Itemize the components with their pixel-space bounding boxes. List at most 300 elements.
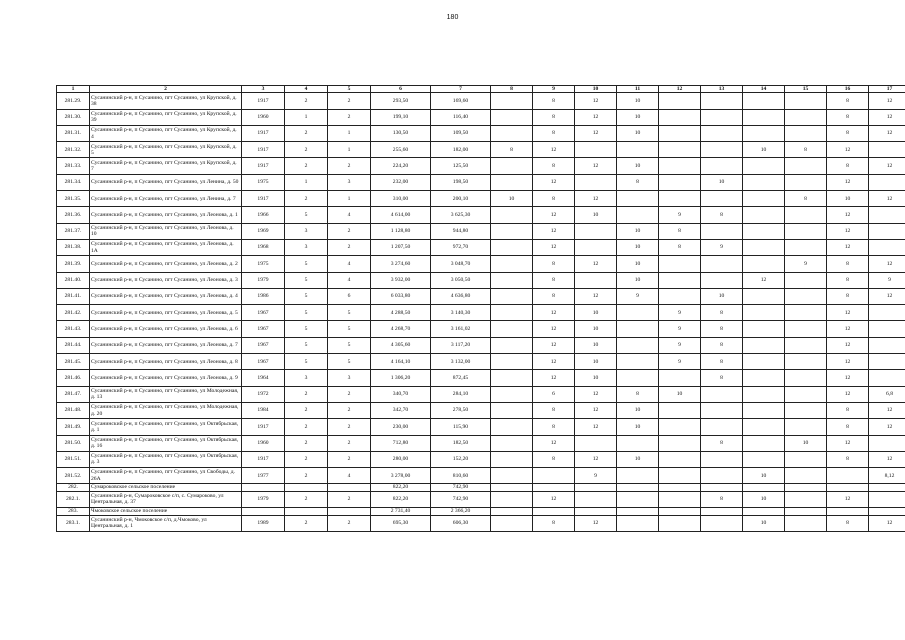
table-cell: [785, 109, 827, 125]
table-cell: 10: [617, 239, 659, 255]
table-cell: [659, 419, 701, 435]
table-cell: [617, 468, 659, 484]
table-cell: [285, 484, 328, 491]
table-cell: 1968: [242, 239, 285, 255]
table-cell: 1960: [242, 435, 285, 451]
row-number: 281.45.: [57, 354, 90, 370]
table-cell: 8: [533, 125, 575, 141]
table-cell: [869, 223, 905, 239]
table-cell: 8: [827, 109, 869, 125]
table-cell: [575, 491, 617, 507]
table-cell: 9: [575, 468, 617, 484]
table-cell: [869, 207, 905, 223]
table-cell: 9: [659, 207, 701, 223]
table-cell: 8: [785, 142, 827, 158]
table-cell: 2: [285, 491, 328, 507]
table-cell: [659, 484, 701, 491]
table-cell: [743, 321, 785, 337]
table-row: [57, 386, 905, 402]
table-cell: 12: [575, 93, 617, 109]
table-cell: [617, 508, 659, 515]
table-cell: 8: [533, 419, 575, 435]
address-cell: Сусанинский р-н, п Сусанино, пгт Сусанино, ул Леонова, д. 1А: [90, 239, 242, 255]
table-cell: 8: [701, 370, 743, 386]
address-cell: Сумароковское сельское поселение: [90, 484, 242, 491]
table-cell: 12: [869, 451, 905, 467]
table-cell: 10: [617, 272, 659, 288]
table-cell: [491, 158, 533, 174]
table-cell: 12: [827, 223, 869, 239]
table-cell: 12: [869, 402, 905, 418]
table-cell: 12: [827, 491, 869, 507]
table-cell: 116,40: [431, 109, 491, 125]
table-cell: 8: [533, 402, 575, 418]
table-cell: 10: [575, 207, 617, 223]
table-cell: 12: [575, 515, 617, 531]
table-cell: 9: [869, 272, 905, 288]
table-cell: [617, 191, 659, 207]
table-cell: 8: [533, 272, 575, 288]
table-cell: 1917: [242, 451, 285, 467]
data-table: [56, 85, 905, 532]
address-cell: Сусанинский р-н, п Сусанино, пгт Сусанино, ул Леонова, д. 1: [90, 207, 242, 223]
table-cell: 12: [575, 419, 617, 435]
table-cell: 8: [659, 223, 701, 239]
table-cell: [575, 174, 617, 190]
table-cell: [869, 491, 905, 507]
table-cell: 1967: [242, 305, 285, 321]
table-cell: 8: [701, 354, 743, 370]
table-cell: 1960: [242, 109, 285, 125]
table-cell: [491, 125, 533, 141]
table-cell: [659, 435, 701, 451]
table-cell: 2: [328, 402, 371, 418]
table-cell: [701, 109, 743, 125]
table-cell: [491, 508, 533, 515]
table-cell: 1967: [242, 354, 285, 370]
table-cell: 2 731,40: [371, 508, 431, 515]
table-cell: [491, 305, 533, 321]
address-cell: Сусанинский р-н, п Сусанино, пгт Сусанино, ул Леонова, д. 7: [90, 337, 242, 353]
table-cell: 12: [575, 256, 617, 272]
table-cell: [785, 370, 827, 386]
table-cell: 10: [617, 256, 659, 272]
table-cell: 8: [827, 125, 869, 141]
table-cell: 340,70: [371, 386, 431, 402]
table-cell: [617, 435, 659, 451]
table-row: [57, 174, 905, 190]
table-cell: 12: [827, 386, 869, 402]
row-number: 282.1.: [57, 491, 90, 507]
table-cell: [285, 508, 328, 515]
column-header-2: 2: [90, 86, 242, 93]
table-cell: [659, 191, 701, 207]
table-cell: 2: [285, 142, 328, 158]
table-cell: 8: [533, 191, 575, 207]
table-cell: 10: [785, 435, 827, 451]
table-cell: 10: [659, 386, 701, 402]
table-cell: 12: [869, 125, 905, 141]
table-cell: 12: [533, 321, 575, 337]
table-cell: 3 117,20: [431, 337, 491, 353]
table-cell: [533, 484, 575, 491]
table-cell: 2: [285, 158, 328, 174]
table-cell: [491, 337, 533, 353]
table-cell: 2: [285, 386, 328, 402]
table-cell: 10: [617, 93, 659, 109]
table-cell: 5: [328, 354, 371, 370]
table-cell: [785, 515, 827, 531]
table-cell: [743, 508, 785, 515]
table-cell: [617, 515, 659, 531]
table-cell: 1979: [242, 272, 285, 288]
table-cell: 3 050,50: [431, 272, 491, 288]
table-row: [57, 109, 905, 125]
address-cell: Сусанинский р-н, п Сусанино, пгт Сусанино, ул Леонова, д. 5: [90, 305, 242, 321]
table-cell: 255,60: [371, 142, 431, 158]
table-cell: 5: [285, 305, 328, 321]
table-cell: 224,20: [371, 158, 431, 174]
table-row: [57, 305, 905, 321]
column-header-12: 12: [659, 86, 701, 93]
table-cell: 10: [575, 370, 617, 386]
table-cell: 1917: [242, 142, 285, 158]
table-row: [57, 515, 905, 531]
address-cell: Сусанинский р-н, п Сусанино, пгт Сусанино, ул Крупской, д. 5: [90, 142, 242, 158]
table-cell: 8: [533, 109, 575, 125]
table-cell: 5: [285, 207, 328, 223]
table-cell: [491, 402, 533, 418]
table-cell: [827, 508, 869, 515]
table-row: [57, 207, 905, 223]
table-cell: [659, 370, 701, 386]
table-cell: 12: [533, 239, 575, 255]
address-cell: Сусанинский р-н, п Сусанино, пгт Сусанино, ул Леонова, д. 9: [90, 370, 242, 386]
table-cell: 2: [328, 386, 371, 402]
row-number: 283.: [57, 508, 90, 515]
table-cell: [617, 142, 659, 158]
table-cell: [659, 508, 701, 515]
table-cell: 8: [533, 288, 575, 304]
table-cell: [701, 256, 743, 272]
table-cell: 742,90: [431, 491, 491, 507]
table-cell: 8: [827, 402, 869, 418]
table-cell: 2: [328, 93, 371, 109]
table-cell: 1977: [242, 468, 285, 484]
table-cell: 2 366,20: [431, 508, 491, 515]
table-cell: [743, 174, 785, 190]
table-cell: [491, 515, 533, 531]
table-cell: 3 132,00: [431, 354, 491, 370]
address-cell: Сусанинский р-н, п Сусанино, пгт Сусанино, ул Октябрьская, д. 1: [90, 419, 242, 435]
table-cell: [701, 223, 743, 239]
table-cell: 3: [285, 370, 328, 386]
table-cell: 12: [575, 386, 617, 402]
row-number: 281.42.: [57, 305, 90, 321]
table-cell: 6 033,80: [371, 288, 431, 304]
address-cell: Сусанинский р-н, п Сусанино, пгт Сусанино, ул Леонова, д. 8: [90, 354, 242, 370]
table-cell: 10: [743, 515, 785, 531]
table-cell: 199,10: [371, 109, 431, 125]
table-cell: 1917: [242, 93, 285, 109]
row-number: 281.34.: [57, 174, 90, 190]
table-row: [57, 93, 905, 109]
row-number: 281.41.: [57, 288, 90, 304]
table-cell: 10: [617, 158, 659, 174]
table-cell: [659, 451, 701, 467]
table-cell: 1917: [242, 125, 285, 141]
table-cell: 12: [869, 288, 905, 304]
table-cell: 695,30: [371, 515, 431, 531]
table-cell: [533, 508, 575, 515]
table-row: [57, 508, 905, 515]
row-number: 281.46.: [57, 370, 90, 386]
table-cell: 3: [285, 223, 328, 239]
table-cell: 1975: [242, 256, 285, 272]
table-cell: 4 636,80: [431, 288, 491, 304]
table-cell: 742,90: [431, 484, 491, 491]
table-row: [57, 484, 905, 491]
row-number: 281.50.: [57, 435, 90, 451]
table-cell: [701, 402, 743, 418]
table-cell: [743, 305, 785, 321]
table-cell: [785, 174, 827, 190]
table-row: [57, 402, 905, 418]
table-cell: 8: [701, 321, 743, 337]
table-cell: 169,60: [431, 93, 491, 109]
table-cell: 2: [285, 402, 328, 418]
table-row: [57, 419, 905, 435]
table-cell: [701, 158, 743, 174]
table-cell: [491, 174, 533, 190]
row-number: 281.48.: [57, 402, 90, 418]
table-cell: [491, 256, 533, 272]
table-cell: 8: [491, 142, 533, 158]
table-cell: 4 268,70: [371, 321, 431, 337]
column-header-3: 3: [242, 86, 285, 93]
table-cell: 12: [743, 272, 785, 288]
table-cell: [491, 354, 533, 370]
table-cell: 12: [869, 93, 905, 109]
table-cell: [743, 207, 785, 223]
table-cell: 152,20: [431, 451, 491, 467]
table-cell: 12: [575, 125, 617, 141]
table-cell: [701, 386, 743, 402]
address-cell: Сусанинский р-н, п Сусанино, пгт Сусанино, ул Ленина, д. 7: [90, 191, 242, 207]
address-cell: Сусанинский р-н, п Сусанино, пгт Сусанино, ул Леонова, д. 10: [90, 223, 242, 239]
column-header-13: 13: [701, 86, 743, 93]
table-cell: [242, 508, 285, 515]
table-cell: [743, 191, 785, 207]
table-cell: [575, 508, 617, 515]
table-cell: 2: [285, 419, 328, 435]
table-cell: [785, 354, 827, 370]
table-body: [57, 93, 905, 532]
table-cell: 280,00: [371, 451, 431, 467]
address-cell: Сусанинский р-н, п Сусанино, пгт Сусанино, ул Молодежная, д. 20: [90, 402, 242, 418]
table-cell: [701, 93, 743, 109]
table-cell: 712,80: [371, 435, 431, 451]
table-cell: 12: [533, 337, 575, 353]
table-cell: 8: [827, 419, 869, 435]
table-cell: [743, 288, 785, 304]
table-cell: 4: [328, 256, 371, 272]
table-cell: 232,00: [371, 174, 431, 190]
table-cell: [785, 451, 827, 467]
table-cell: 8: [659, 239, 701, 255]
table-cell: 8: [533, 256, 575, 272]
table-cell: 12: [869, 515, 905, 531]
table-cell: 12: [827, 174, 869, 190]
table-cell: 10: [617, 451, 659, 467]
table-cell: [785, 223, 827, 239]
table-cell: 2: [285, 93, 328, 109]
table-cell: 972,70: [431, 239, 491, 255]
table-cell: [617, 337, 659, 353]
table-cell: [491, 272, 533, 288]
table-cell: 12: [827, 321, 869, 337]
table-cell: 10: [617, 125, 659, 141]
table-cell: 130,50: [371, 125, 431, 141]
address-cell: Сусанинский р-н, п Сусанино, пгт Сусанино, ул Крупской, д. 39: [90, 109, 242, 125]
table-cell: 5: [285, 272, 328, 288]
table-cell: 1: [285, 109, 328, 125]
table-cell: 9: [659, 337, 701, 353]
table-cell: 115,90: [431, 419, 491, 435]
table-cell: 5: [285, 321, 328, 337]
table-cell: [869, 337, 905, 353]
address-cell: Сусанинский р-н, Чмоковское с/п, д.Чмоково, ул Центральная, д. 1: [90, 515, 242, 531]
table-cell: 10: [743, 468, 785, 484]
table-cell: 3 278,00: [371, 468, 431, 484]
table-cell: [869, 508, 905, 515]
table-cell: [659, 109, 701, 125]
table-row: [57, 288, 905, 304]
table-cell: 9: [659, 305, 701, 321]
table-cell: 12: [869, 256, 905, 272]
table-cell: 2: [285, 191, 328, 207]
table-cell: [491, 419, 533, 435]
address-cell: Сусанинский р-н, п Сусанино, пгт Сусанино, ул Ленина, д. 50: [90, 174, 242, 190]
table-row: [57, 272, 905, 288]
table-cell: 10: [575, 305, 617, 321]
table-cell: [785, 93, 827, 109]
table-cell: 5: [328, 305, 371, 321]
row-number: 282.: [57, 484, 90, 491]
table-cell: 10: [617, 223, 659, 239]
table-cell: [827, 484, 869, 491]
table-cell: 12: [827, 435, 869, 451]
table-cell: 10: [701, 174, 743, 190]
table-cell: 1964: [242, 370, 285, 386]
table-cell: 8: [827, 272, 869, 288]
table-cell: 12: [575, 451, 617, 467]
page-number: 180: [446, 14, 459, 21]
table-cell: 12: [827, 370, 869, 386]
table-cell: [659, 468, 701, 484]
table-cell: 12: [827, 239, 869, 255]
row-number: 281.49.: [57, 419, 90, 435]
table-cell: 3: [328, 174, 371, 190]
table-cell: [491, 435, 533, 451]
table-cell: [785, 508, 827, 515]
table-cell: 1 128,80: [371, 223, 431, 239]
column-header-10: 10: [575, 86, 617, 93]
table-cell: 8: [617, 386, 659, 402]
column-header-16: 16: [827, 86, 869, 93]
table-cell: [869, 239, 905, 255]
address-cell: Чмоковское сельское поселение: [90, 508, 242, 515]
table-cell: 5: [328, 321, 371, 337]
table-cell: 182,50: [431, 435, 491, 451]
table-cell: 1984: [242, 402, 285, 418]
table-cell: 3 274,60: [371, 256, 431, 272]
table-cell: [869, 142, 905, 158]
table-cell: 8: [827, 515, 869, 531]
row-number: 283.1.: [57, 515, 90, 531]
table-cell: [659, 142, 701, 158]
table-cell: 12: [827, 337, 869, 353]
table-cell: 8: [827, 93, 869, 109]
table-cell: 12: [533, 305, 575, 321]
table-cell: [743, 402, 785, 418]
table-cell: 12: [827, 207, 869, 223]
column-header-4: 4: [285, 86, 328, 93]
table-cell: 10: [827, 191, 869, 207]
table-cell: 8: [701, 305, 743, 321]
table-cell: [869, 484, 905, 491]
table-cell: 9: [785, 256, 827, 272]
table-cell: [785, 386, 827, 402]
table-cell: 12: [869, 158, 905, 174]
table-cell: [743, 93, 785, 109]
table-cell: [617, 484, 659, 491]
table-cell: [785, 125, 827, 141]
table-cell: 12: [575, 109, 617, 125]
table-cell: [743, 354, 785, 370]
table-cell: 8,12: [869, 468, 905, 484]
table-cell: 1986: [242, 288, 285, 304]
table-row: [57, 256, 905, 272]
table-cell: 293,50: [371, 93, 431, 109]
table-cell: 8: [827, 256, 869, 272]
table-cell: [785, 402, 827, 418]
table-cell: [491, 484, 533, 491]
row-number: 281.29.: [57, 93, 90, 109]
table-cell: [743, 435, 785, 451]
table-cell: 8: [827, 451, 869, 467]
table-cell: [701, 508, 743, 515]
table-cell: [533, 468, 575, 484]
column-header-8: 8: [491, 86, 533, 93]
table-cell: 3 048,70: [431, 256, 491, 272]
table-cell: 2: [285, 468, 328, 484]
table-cell: 2: [285, 515, 328, 531]
table-cell: [785, 419, 827, 435]
column-header-15: 15: [785, 86, 827, 93]
table-cell: 12: [869, 109, 905, 125]
table-cell: [617, 207, 659, 223]
table-cell: 2: [328, 435, 371, 451]
table-cell: [659, 491, 701, 507]
row-number: 281.40.: [57, 272, 90, 288]
table-cell: 1: [328, 191, 371, 207]
table-cell: 2: [328, 419, 371, 435]
table-cell: 12: [575, 288, 617, 304]
row-number: 281.37.: [57, 223, 90, 239]
column-header-7: 7: [431, 86, 491, 93]
table-cell: 230,00: [371, 419, 431, 435]
